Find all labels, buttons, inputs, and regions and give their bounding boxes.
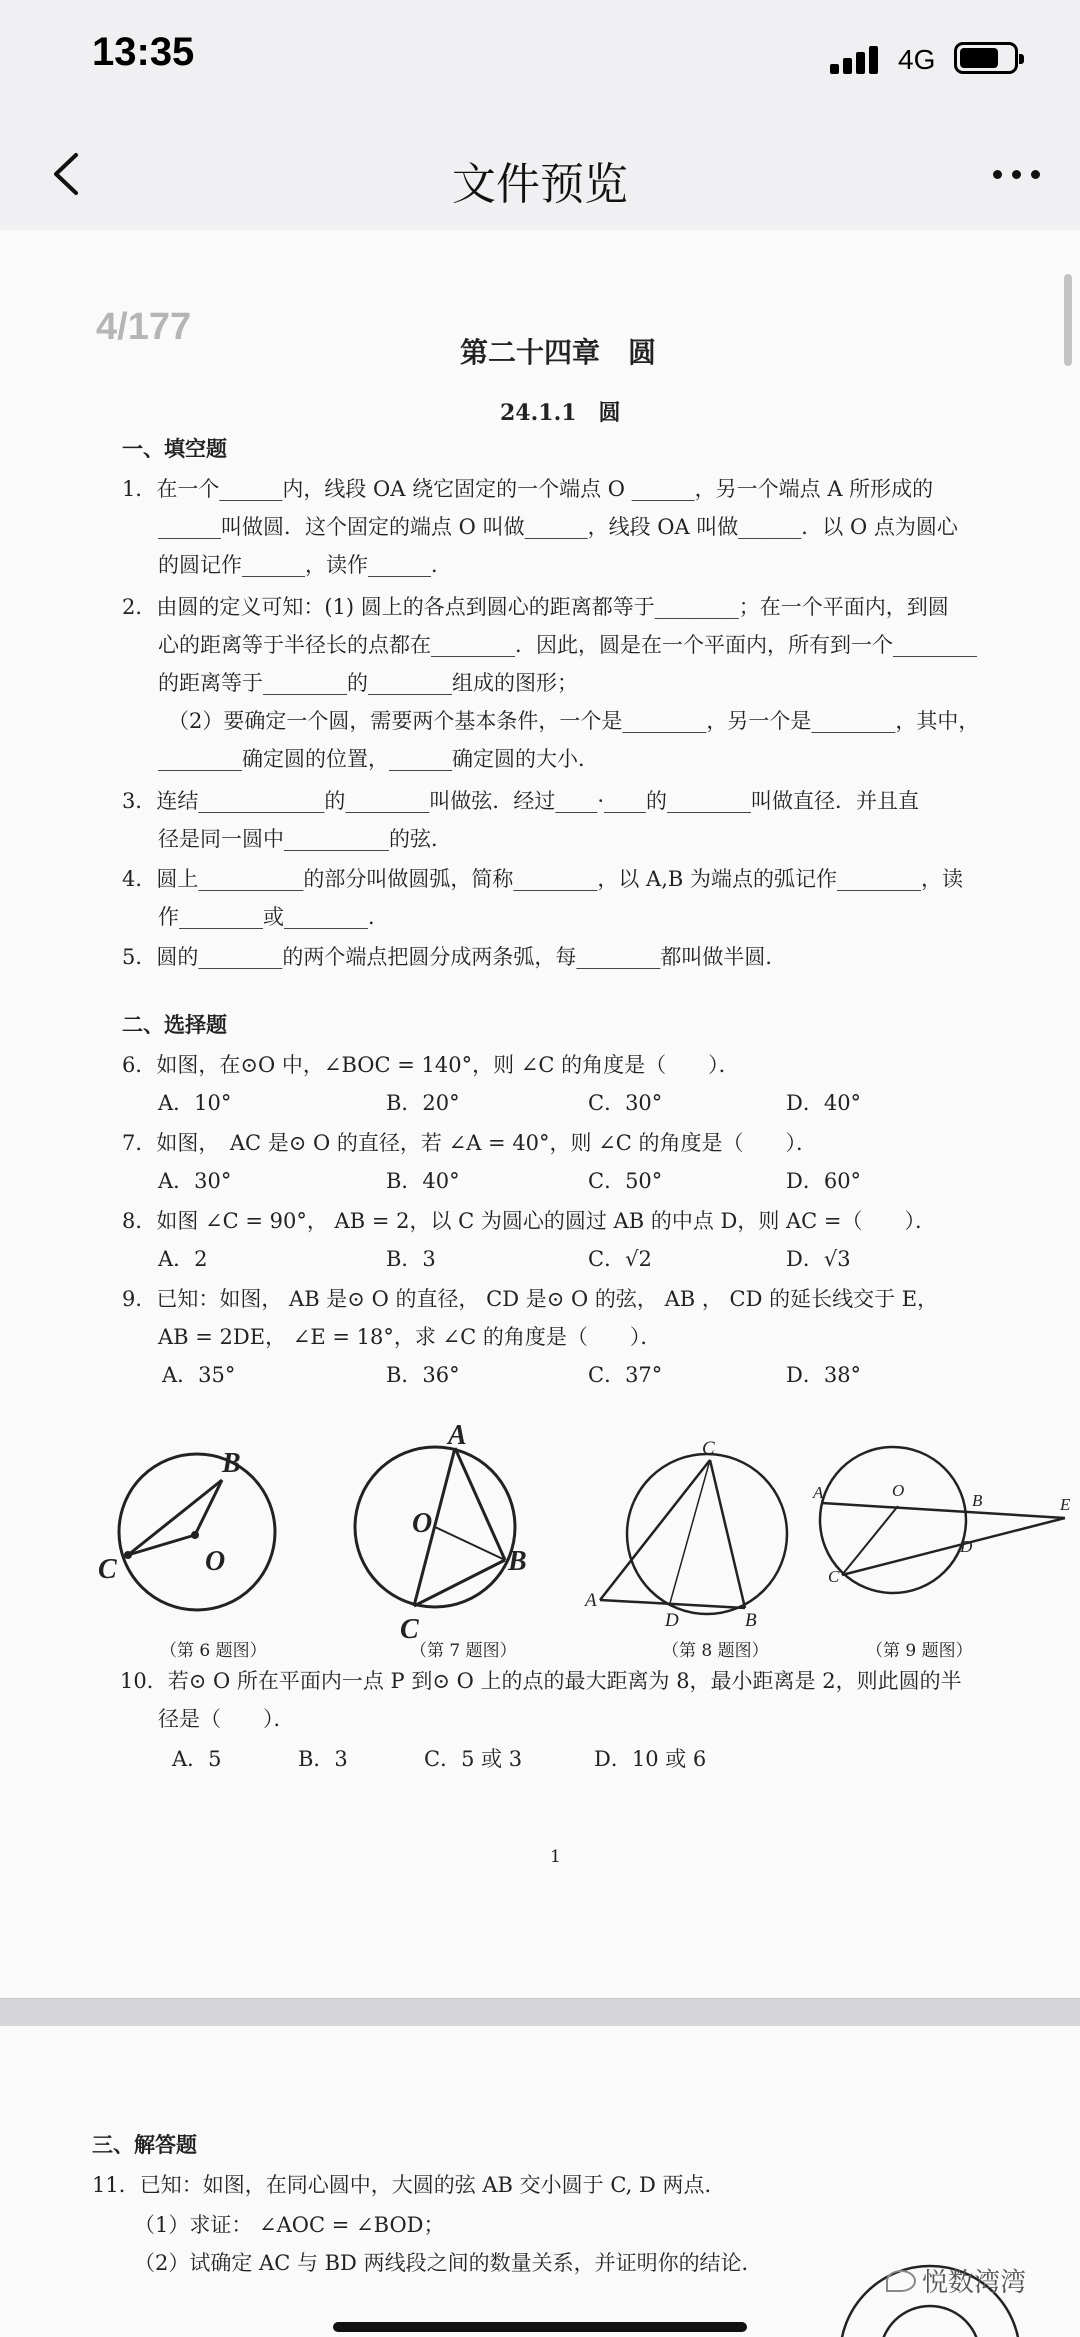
ellipsis-icon	[993, 170, 1040, 179]
network-type: 4G	[898, 44, 936, 75]
option: C．5 或 3	[424, 1747, 523, 1771]
question-line: 3．连结____________的________叫做弦．经过____·____的________叫做直径．并且直	[122, 789, 920, 813]
fig8-label-D: D	[665, 1610, 679, 1631]
option: A．35°	[162, 1363, 236, 1387]
option: C．30°	[588, 1091, 663, 1115]
question-line: 径是同一圆中__________的弦．	[158, 827, 452, 851]
part-heading: 二、选择题	[122, 1012, 227, 1037]
part-heading: 三、解答题	[92, 2132, 197, 2157]
question-line: 心的距离等于半径长的点都在________．因此，圆是在一个平面内，所有到一个________	[158, 633, 977, 657]
question-line: ______叫做圆．这个固定的端点 O 叫做______，线段 OA 叫做______．以 O 点为圆心	[158, 515, 958, 539]
page-number: 1	[550, 1847, 561, 1867]
fig7-label-C: C	[400, 1614, 419, 1645]
question-line: ________确定圆的位置，______确定圆的大小．	[158, 747, 599, 771]
figure-caption: （第 6 题图）	[160, 1641, 267, 1661]
fig6-label-C: C	[98, 1554, 117, 1585]
figure-6	[98, 1448, 275, 1610]
option: B．20°	[386, 1091, 460, 1115]
chapter-title: 第二十四章 圆	[460, 336, 657, 369]
question-line: 8．如图 ∠C = 90°， AB = 2，以 C 为圆心的圆过 AB 的中点 D，则 AC =（ ）．	[122, 1209, 937, 1233]
fig9-label-E: E	[1060, 1495, 1071, 1514]
watermark	[886, 2262, 1026, 2299]
fig8-label-B: B	[745, 1610, 757, 1631]
option: D．√3	[786, 1247, 851, 1271]
question-line: （2）要确定一个圆，需要两个基本条件，一个是________，另一个是________，其中，	[168, 709, 980, 733]
fig9-label-C: C	[828, 1567, 840, 1586]
fig6-label-B: B	[222, 1448, 241, 1479]
fig9-label-A: A	[813, 1483, 824, 1502]
chat-bubble-icon	[886, 2270, 916, 2292]
fig9-label-D: D	[960, 1537, 973, 1556]
option: D．40°	[786, 1091, 862, 1115]
question-line: （1）求证： ∠AOC = ∠BOD；	[134, 2213, 445, 2237]
figure-8	[583, 1438, 787, 1631]
option: B．3	[298, 1747, 348, 1771]
fig6-label-O: O	[205, 1546, 226, 1577]
option: C．50°	[588, 1169, 663, 1193]
option: A．2	[158, 1247, 208, 1271]
document-viewer[interactable]	[0, 230, 1080, 2337]
question-line: 11．已知：如图，在同心圆中，大圆的弦 AB 交小圆于 C, D 两点．	[92, 2173, 726, 2197]
page-title: 文件预览	[452, 159, 628, 210]
option: B．40°	[386, 1169, 460, 1193]
option: D．10 或 6	[594, 1747, 707, 1771]
fig7-label-A: A	[448, 1420, 467, 1451]
option: D．38°	[786, 1363, 862, 1387]
fig9-label-O: O	[892, 1481, 905, 1500]
figure-9	[812, 1447, 1071, 1593]
fig8-label-C: C	[702, 1438, 715, 1459]
figure-7	[355, 1420, 527, 1645]
question-line: 6．如图，在⊙O 中，∠BOC = 140°，则 ∠C 的角度是（ ）．	[122, 1053, 740, 1077]
status-bar	[0, 0, 1080, 120]
watermark-text: 悦数湾湾	[922, 2268, 1027, 2298]
question-line: 4．圆上__________的部分叫做圆弧，简称________，以 A,B 为端点的弧记作________，读	[122, 867, 963, 891]
section-title: 24.1.1 圆	[500, 400, 621, 426]
option: A．10°	[158, 1091, 232, 1115]
battery-icon	[954, 42, 1018, 74]
option: C．√2	[588, 1247, 652, 1271]
question-line: 7．如图， AC 是⊙ O 的直径，若 ∠A = 40°，则 ∠C 的角度是（ ）．	[122, 1131, 818, 1155]
question-line: 1．在一个______内，线段 OA 绕它固定的一个端点 O ______，另一个端点 A 所形成的	[122, 477, 934, 501]
question-line: 10．若⊙ O 所在平面内一点 P 到⊙ O 上的点的最大距离为 8，最小距离是 2，则此圆的半	[120, 1669, 962, 1693]
nav-bar	[0, 120, 1080, 230]
page-separator	[0, 1998, 1080, 2026]
document-page	[0, 230, 1080, 1998]
figure-caption: （第 9 题图）	[866, 1641, 973, 1661]
option: A．5	[172, 1747, 222, 1771]
question-line: 9．已知：如图， AB 是⊙ O 的直径， CD 是⊙ O 的弦， AB ， CD 的延长线交于 E，	[122, 1287, 939, 1311]
question-line: 径是（ ）．	[158, 1707, 295, 1731]
fig8-label-A: A	[585, 1590, 597, 1611]
option: B．3	[386, 1247, 436, 1271]
figure-caption: （第 7 题图）	[410, 1641, 517, 1661]
question-line: （2）试确定 AC 与 BD 两线段之间的数量关系，并证明你的结论．	[134, 2251, 763, 2275]
part-heading: 一、填空题	[122, 436, 227, 461]
fig9-label-B: B	[972, 1491, 983, 1510]
question-line: 5．圆的________的两个端点把圆分成两条弧，每________都叫做半圆．	[122, 945, 787, 969]
question-line: 作________或________．	[158, 905, 389, 929]
fig7-label-B: B	[508, 1546, 527, 1577]
signal-icon	[830, 44, 880, 74]
fig7-label-O: O	[412, 1508, 433, 1539]
option: A．30°	[158, 1169, 232, 1193]
home-indicator[interactable]	[333, 2322, 747, 2332]
status-time: 13:35	[92, 30, 195, 74]
question-line: 2．由圆的定义可知：(1) 圆上的各点到圆心的距离都等于________；在一个平面内，到圆	[122, 595, 949, 619]
more-button[interactable]	[980, 144, 1052, 204]
question-line: 的圆记作______，读作______．	[158, 553, 452, 577]
option: B．36°	[386, 1363, 460, 1387]
scrollbar[interactable]	[1064, 274, 1072, 366]
question-line: AB = 2DE， ∠E = 18°，求 ∠C 的角度是（ ）．	[158, 1325, 662, 1349]
option: C．37°	[588, 1363, 663, 1387]
page-indicator: 4/177	[96, 306, 192, 348]
figure-caption: （第 8 题图）	[662, 1641, 769, 1661]
option: D．60°	[786, 1169, 862, 1193]
figures-row	[80, 1410, 1080, 1670]
question-line: 的距离等于________的________组成的图形；	[158, 671, 578, 695]
